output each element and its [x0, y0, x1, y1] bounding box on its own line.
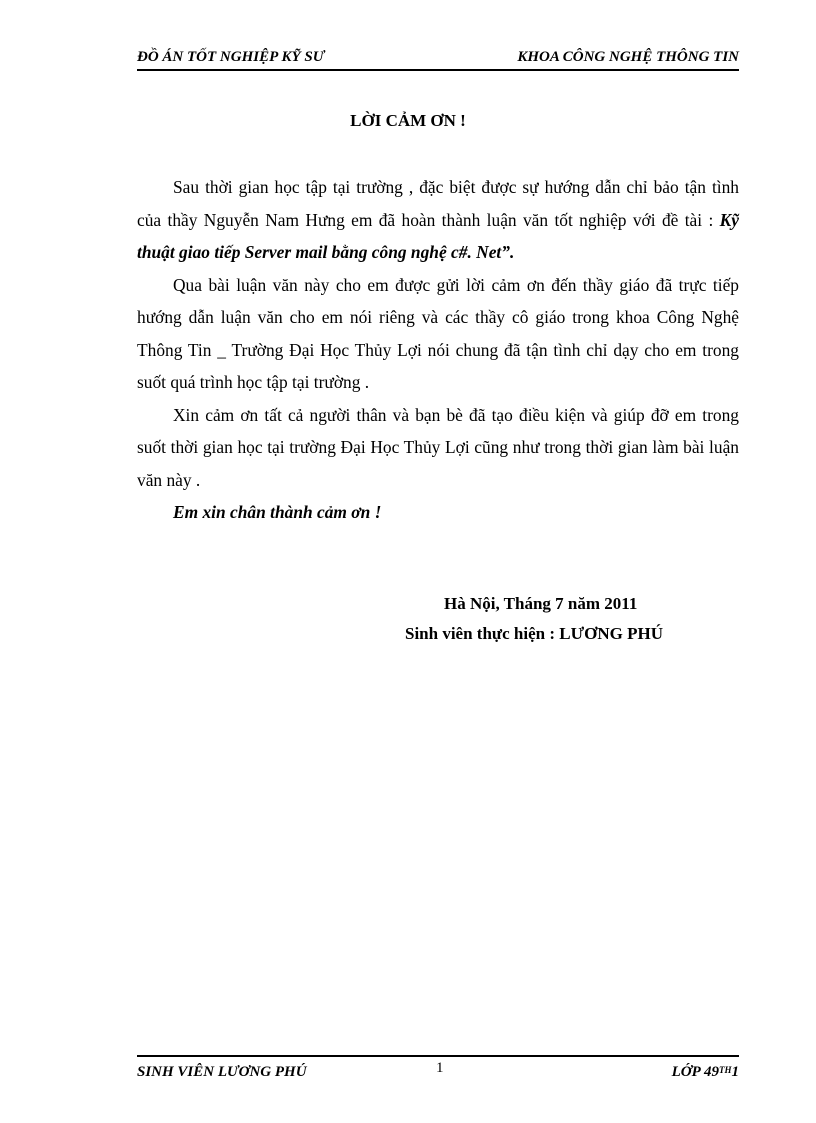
page-number: 1 [436, 1060, 444, 1076]
header-right-text: KHOA CÔNG NGHỆ THÔNG TIN [517, 49, 739, 65]
class-prefix: LỚP 49 [671, 1064, 719, 1080]
paragraph-2: Qua bài luận văn này cho em được gửi lời cảm ơn đến thầy giáo đã trực tiếp hướng dẫn luận văn cho em nói riêng và các thầy cô giáo trong khoa Công Nghệ Thông Tin _ Trường Đại Học Thủy Lợi nói chung đã tận tình chỉ dạy cho em trong suốt quá trình học tập tại trường . [137, 274, 739, 392]
signature-student: Sinh viên thực hiện : LƯƠNG PHÚ [405, 624, 663, 643]
page-footer [137, 1062, 739, 1082]
header-rule [137, 69, 739, 71]
closing-line: Em xin chân thành cảm ơn ! [173, 502, 382, 522]
page-title: LỜI CẢM ƠN ! [350, 111, 466, 130]
footer-right-text [672, 1062, 739, 1082]
paragraph-1-text: Sau thời gian học tập tại trường , đặc biệt được sự hướng dẫn chỉ bảo tận tình của thầy Nguyễn Nam Hưng em đã hoàn thành luận văn tốt nghiệp với đề tài : [137, 177, 739, 230]
paragraph-1 [137, 171, 739, 269]
header-left-text: ĐỒ ÁN TỐT NGHIỆP KỸ SƯ [137, 49, 325, 65]
footer-rule [137, 1055, 739, 1057]
footer-left-text: SINH VIÊN LƯƠNG PHÚ [137, 1064, 307, 1080]
page-header [137, 47, 739, 67]
class-superscript: TH [719, 1065, 732, 1075]
signature-date: Hà Nội, Tháng 7 năm 2011 [444, 594, 638, 613]
class-suffix: 1 [731, 1064, 739, 1080]
thesis-topic: Kỹ thuật giao tiếp Server mail bằng công nghệ c#. Net”. [137, 209, 739, 262]
body-text [137, 171, 739, 529]
paragraph-3: Xin cảm ơn tất cả người thân và bạn bè đã tạo điều kiện và giúp đỡ em trong suốt thời gian học tại trường Đại Học Thủy Lợi cũng như trong thời gian làm bài luận văn này . [137, 404, 739, 490]
